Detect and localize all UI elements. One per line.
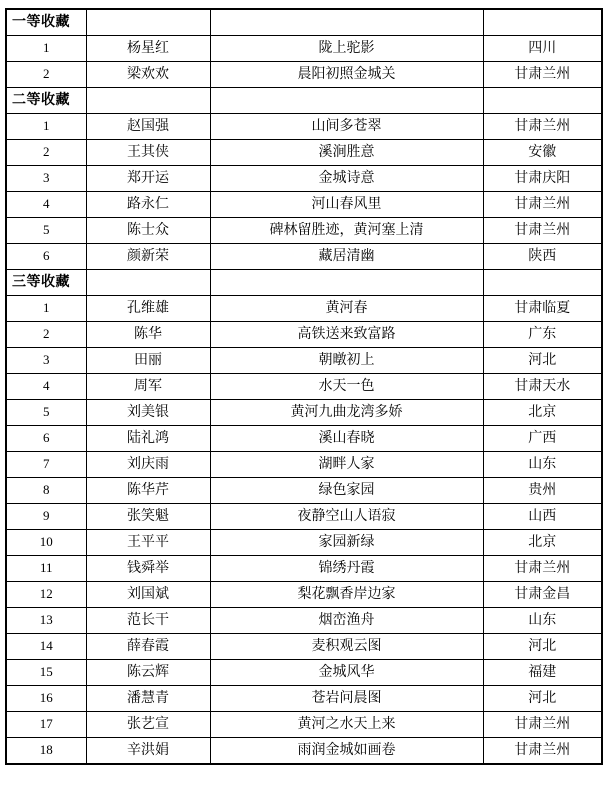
table-row xyxy=(6,556,602,582)
work-title-cell: 黄河春 xyxy=(210,296,483,322)
region-cell: 安徽 xyxy=(483,140,602,166)
table-row xyxy=(6,582,602,608)
author-cell: 王其侠 xyxy=(86,140,210,166)
table-row xyxy=(6,218,602,244)
rank-cell: 3 xyxy=(6,348,86,374)
work-title-cell: 碑林留胜迹，黄河塞上清 xyxy=(210,218,483,244)
work-title-cell: 溪涧胜意 xyxy=(210,140,483,166)
rank-cell: 1 xyxy=(6,114,86,140)
work-title-cell: 山间多苍翠 xyxy=(210,114,483,140)
author-cell: 梁欢欢 xyxy=(86,62,210,88)
rank-cell: 15 xyxy=(6,660,86,686)
work-title-cell: 溪山春晓 xyxy=(210,426,483,452)
table-row xyxy=(6,426,602,452)
work-title-cell: 烟峦渔舟 xyxy=(210,608,483,634)
author-cell: 陈华 xyxy=(86,322,210,348)
table-row xyxy=(6,478,602,504)
region-cell: 河北 xyxy=(483,348,602,374)
author-cell: 周军 xyxy=(86,374,210,400)
rank-cell: 14 xyxy=(6,634,86,660)
table-row xyxy=(6,166,602,192)
region-cell: 北京 xyxy=(483,400,602,426)
table-row xyxy=(6,192,602,218)
work-title-cell: 麦积观云图 xyxy=(210,634,483,660)
rank-cell: 10 xyxy=(6,530,86,556)
work-title-cell: 朝暾初上 xyxy=(210,348,483,374)
table-row xyxy=(6,452,602,478)
empty-cell xyxy=(86,270,210,296)
region-cell: 河北 xyxy=(483,634,602,660)
rank-cell: 2 xyxy=(6,140,86,166)
work-title-cell: 陇上驼影 xyxy=(210,36,483,62)
table-row xyxy=(6,686,602,712)
awards-table-body xyxy=(6,9,602,764)
author-cell: 张笑魁 xyxy=(86,504,210,530)
region-cell: 广西 xyxy=(483,426,602,452)
work-title-cell: 高铁送来致富路 xyxy=(210,322,483,348)
work-title-cell: 绿色家园 xyxy=(210,478,483,504)
author-cell: 辛洪娟 xyxy=(86,738,210,765)
table-row xyxy=(6,504,602,530)
rank-cell: 13 xyxy=(6,608,86,634)
region-cell: 山东 xyxy=(483,608,602,634)
table-row xyxy=(6,114,602,140)
work-title-cell: 藏居清幽 xyxy=(210,244,483,270)
rank-cell: 2 xyxy=(6,62,86,88)
work-title-cell: 夜静空山人语寂 xyxy=(210,504,483,530)
work-title-cell: 梨花飘香岸边家 xyxy=(210,582,483,608)
region-cell: 广东 xyxy=(483,322,602,348)
rank-cell: 16 xyxy=(6,686,86,712)
empty-cell xyxy=(483,88,602,114)
author-cell: 刘庆雨 xyxy=(86,452,210,478)
rank-cell: 11 xyxy=(6,556,86,582)
author-cell: 陆礼鸿 xyxy=(86,426,210,452)
rank-cell: 6 xyxy=(6,244,86,270)
work-title-cell: 雨润金城如画卷 xyxy=(210,738,483,765)
table-row xyxy=(6,374,602,400)
table-row xyxy=(6,660,602,686)
region-cell: 福建 xyxy=(483,660,602,686)
rank-cell: 5 xyxy=(6,218,86,244)
rank-cell: 8 xyxy=(6,478,86,504)
work-title-cell: 苍岩问晨图 xyxy=(210,686,483,712)
work-title-cell: 黄河之水天上来 xyxy=(210,712,483,738)
awards-collection-table xyxy=(5,8,603,765)
table-row xyxy=(6,400,602,426)
author-cell: 郑开运 xyxy=(86,166,210,192)
rank-cell: 6 xyxy=(6,426,86,452)
author-cell: 刘美银 xyxy=(86,400,210,426)
region-cell: 河北 xyxy=(483,686,602,712)
rank-cell: 3 xyxy=(6,166,86,192)
author-cell: 刘国斌 xyxy=(86,582,210,608)
region-cell: 贵州 xyxy=(483,478,602,504)
region-cell: 陕西 xyxy=(483,244,602,270)
rank-cell: 1 xyxy=(6,36,86,62)
author-cell: 陈士众 xyxy=(86,218,210,244)
table-row xyxy=(6,244,602,270)
author-cell: 张艺宣 xyxy=(86,712,210,738)
table-row xyxy=(6,140,602,166)
region-cell: 四川 xyxy=(483,36,602,62)
table-row xyxy=(6,62,602,88)
table-row xyxy=(6,634,602,660)
empty-cell xyxy=(483,9,602,36)
work-title-cell: 晨阳初照金城关 xyxy=(210,62,483,88)
region-cell: 甘肃庆阳 xyxy=(483,166,602,192)
region-cell: 甘肃兰州 xyxy=(483,192,602,218)
empty-cell xyxy=(210,88,483,114)
work-title-cell: 金城诗意 xyxy=(210,166,483,192)
rank-cell: 5 xyxy=(6,400,86,426)
empty-cell xyxy=(86,88,210,114)
author-cell: 孔维雄 xyxy=(86,296,210,322)
rank-cell: 9 xyxy=(6,504,86,530)
rank-cell: 1 xyxy=(6,296,86,322)
region-cell: 甘肃兰州 xyxy=(483,62,602,88)
empty-cell xyxy=(210,270,483,296)
region-cell: 甘肃兰州 xyxy=(483,556,602,582)
section-header-row xyxy=(6,9,602,36)
author-cell: 范长干 xyxy=(86,608,210,634)
region-cell: 甘肃临夏 xyxy=(483,296,602,322)
empty-cell xyxy=(210,9,483,36)
table-row xyxy=(6,712,602,738)
author-cell: 颜新荣 xyxy=(86,244,210,270)
table-row xyxy=(6,738,602,765)
work-title-cell: 家园新绿 xyxy=(210,530,483,556)
region-cell: 甘肃兰州 xyxy=(483,712,602,738)
table-row xyxy=(6,296,602,322)
author-cell: 王平平 xyxy=(86,530,210,556)
region-cell: 山东 xyxy=(483,452,602,478)
section-title: 一等收藏 xyxy=(6,9,86,36)
author-cell: 路永仁 xyxy=(86,192,210,218)
author-cell: 杨星红 xyxy=(86,36,210,62)
author-cell: 陈云辉 xyxy=(86,660,210,686)
table-row xyxy=(6,608,602,634)
rank-cell: 4 xyxy=(6,192,86,218)
section-title: 二等收藏 xyxy=(6,88,86,114)
region-cell: 甘肃兰州 xyxy=(483,218,602,244)
table-row xyxy=(6,36,602,62)
work-title-cell: 黄河九曲龙湾多娇 xyxy=(210,400,483,426)
work-title-cell: 金城风华 xyxy=(210,660,483,686)
empty-cell xyxy=(483,270,602,296)
author-cell: 薛春霞 xyxy=(86,634,210,660)
author-cell: 钱舜举 xyxy=(86,556,210,582)
region-cell: 甘肃金昌 xyxy=(483,582,602,608)
author-cell: 潘慧青 xyxy=(86,686,210,712)
section-header-row xyxy=(6,88,602,114)
rank-cell: 7 xyxy=(6,452,86,478)
author-cell: 田丽 xyxy=(86,348,210,374)
section-header-row xyxy=(6,270,602,296)
region-cell: 北京 xyxy=(483,530,602,556)
author-cell: 陈华芹 xyxy=(86,478,210,504)
work-title-cell: 水天一色 xyxy=(210,374,483,400)
author-cell: 赵国强 xyxy=(86,114,210,140)
table-row xyxy=(6,530,602,556)
table-row xyxy=(6,348,602,374)
rank-cell: 2 xyxy=(6,322,86,348)
rank-cell: 4 xyxy=(6,374,86,400)
rank-cell: 12 xyxy=(6,582,86,608)
section-title: 三等收藏 xyxy=(6,270,86,296)
region-cell: 甘肃兰州 xyxy=(483,738,602,765)
rank-cell: 18 xyxy=(6,738,86,765)
table-row xyxy=(6,322,602,348)
rank-cell: 17 xyxy=(6,712,86,738)
work-title-cell: 河山春风里 xyxy=(210,192,483,218)
empty-cell xyxy=(86,9,210,36)
region-cell: 山西 xyxy=(483,504,602,530)
work-title-cell: 湖畔人家 xyxy=(210,452,483,478)
region-cell: 甘肃天水 xyxy=(483,374,602,400)
work-title-cell: 锦绣丹霞 xyxy=(210,556,483,582)
region-cell: 甘肃兰州 xyxy=(483,114,602,140)
